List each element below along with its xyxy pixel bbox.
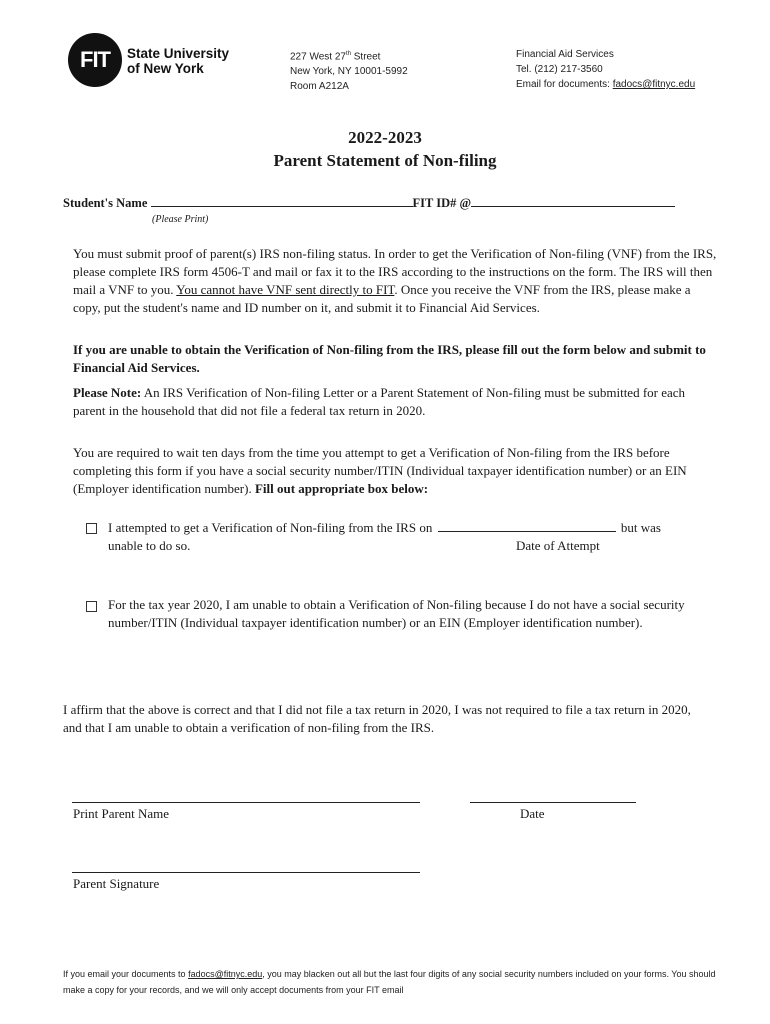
form-title: Parent Statement of Non-filing [273,151,497,170]
please-note-label: Please Note: [73,385,142,400]
please-note-paragraph: Please Note: An IRS Verification of Non-filing Letter or a Parent Statement of Non-filing must be submitted for each parent in the household that did not file a federal tax return in 2020. [73,385,686,418]
print-parent-name-label: Print Parent Name [73,806,170,821]
option-1-continuation: unable to do so. [108,538,191,553]
student-info-row [63,196,675,211]
campus-address [290,47,408,94]
student-name-field[interactable] [151,196,413,207]
office-name: Financial Aid Services [516,49,614,60]
footer-note: If you email your documents to fadocs@fitnyc.edu, you may blacken out all but the last four digits of any social security numbers included on your forms. You should make a copy for your records, and we will only accept documents from your FIT email [63,969,716,995]
logo-line-1: State University [127,46,230,61]
fit-logo-mark [68,33,122,87]
office-email-link[interactable]: fadocs@fitnyc.edu [612,79,696,90]
option-2-text: For the tax year 2020, I am unable to obtain a Verification of Non-filing because I do not have a social security number/ITIN (Individual taxpayer identification number) or an EIN (Employer identification number). [108,597,685,630]
instructions-paragraph: You must submit proof of parent(s) IRS non-filing status. In order to get the Verification of Non-filing (VNF) from the IRS, please complete IRS form 4506-T and mail or fax it to the IRS according to the instructions on the form. The IRS will then mail a VNF to you. You cannot have VNF sent directly to FIT. Once you receive the VNF from the IRS, please make a copy, put the student's name and ID number on it, and submit it to Financial Aid Services. [73,246,717,315]
date-label: Date [520,806,545,821]
option-1-text: I attempted to get a Verification of Non-filing from the IRS on but was [108,520,661,535]
address-line-1: 227 West 27th Street [290,51,381,63]
footer-email-link[interactable]: fadocs@fitnyc.edu [188,969,263,979]
vnf-not-direct-note: You cannot have VNF sent directly to FIT [176,282,395,297]
print-parent-name-line[interactable] [72,802,420,803]
logo-mark-text: FIT [80,47,110,72]
address-line-3: Room A212A [290,81,349,93]
waiting-period-paragraph: You are required to wait ten days from the time you attempt to get a Verification of Non-filing from the IRS before completing this form if you have a social security number/ITIN (Individual taxpayer identification number) or an EIN (Employer identification number). Fill out appropriate box below: [73,445,687,496]
fit-id-field[interactable] [471,196,675,207]
form-year: 2022-2023 [348,128,422,147]
please-print-note: (Please Print) [152,214,209,225]
unable-to-obtain-note: If you are unable to obtain the Verification of Non-filing from the IRS, please fill out the form below and submit to Financial Aid Services. [73,342,706,375]
affirmation-statement: I affirm that the above is correct and that I did not file a tax return in 2020, I was not required to file a tax return in 2020, and that I am unable to obtain a verification of non-filing from the IRS. [63,702,691,735]
logo-wordmark [127,46,229,76]
date-line[interactable] [470,802,636,803]
parent-signature-label: Parent Signature [73,876,160,891]
student-name-label: Student's Name [63,196,148,210]
office-email-line: Email for documents: fadocs@fitnyc.edu [516,79,696,90]
option-2-checkbox[interactable] [86,601,97,612]
parent-signature-line[interactable] [72,872,420,873]
option-1-checkbox[interactable] [86,523,97,534]
date-of-attempt-label: Date of Attempt [516,538,600,553]
address-line-2: New York, NY 10001-5992 [290,66,408,78]
date-of-attempt-field[interactable] [438,521,616,532]
logo-line-2: of New York [127,61,204,76]
office-contact [516,47,695,92]
fill-out-box-instruction: Fill out appropriate box below: [254,481,429,496]
fit-id-label: FIT ID# @ [412,196,472,210]
office-phone: Tel. (212) 217-3560 [516,64,603,75]
